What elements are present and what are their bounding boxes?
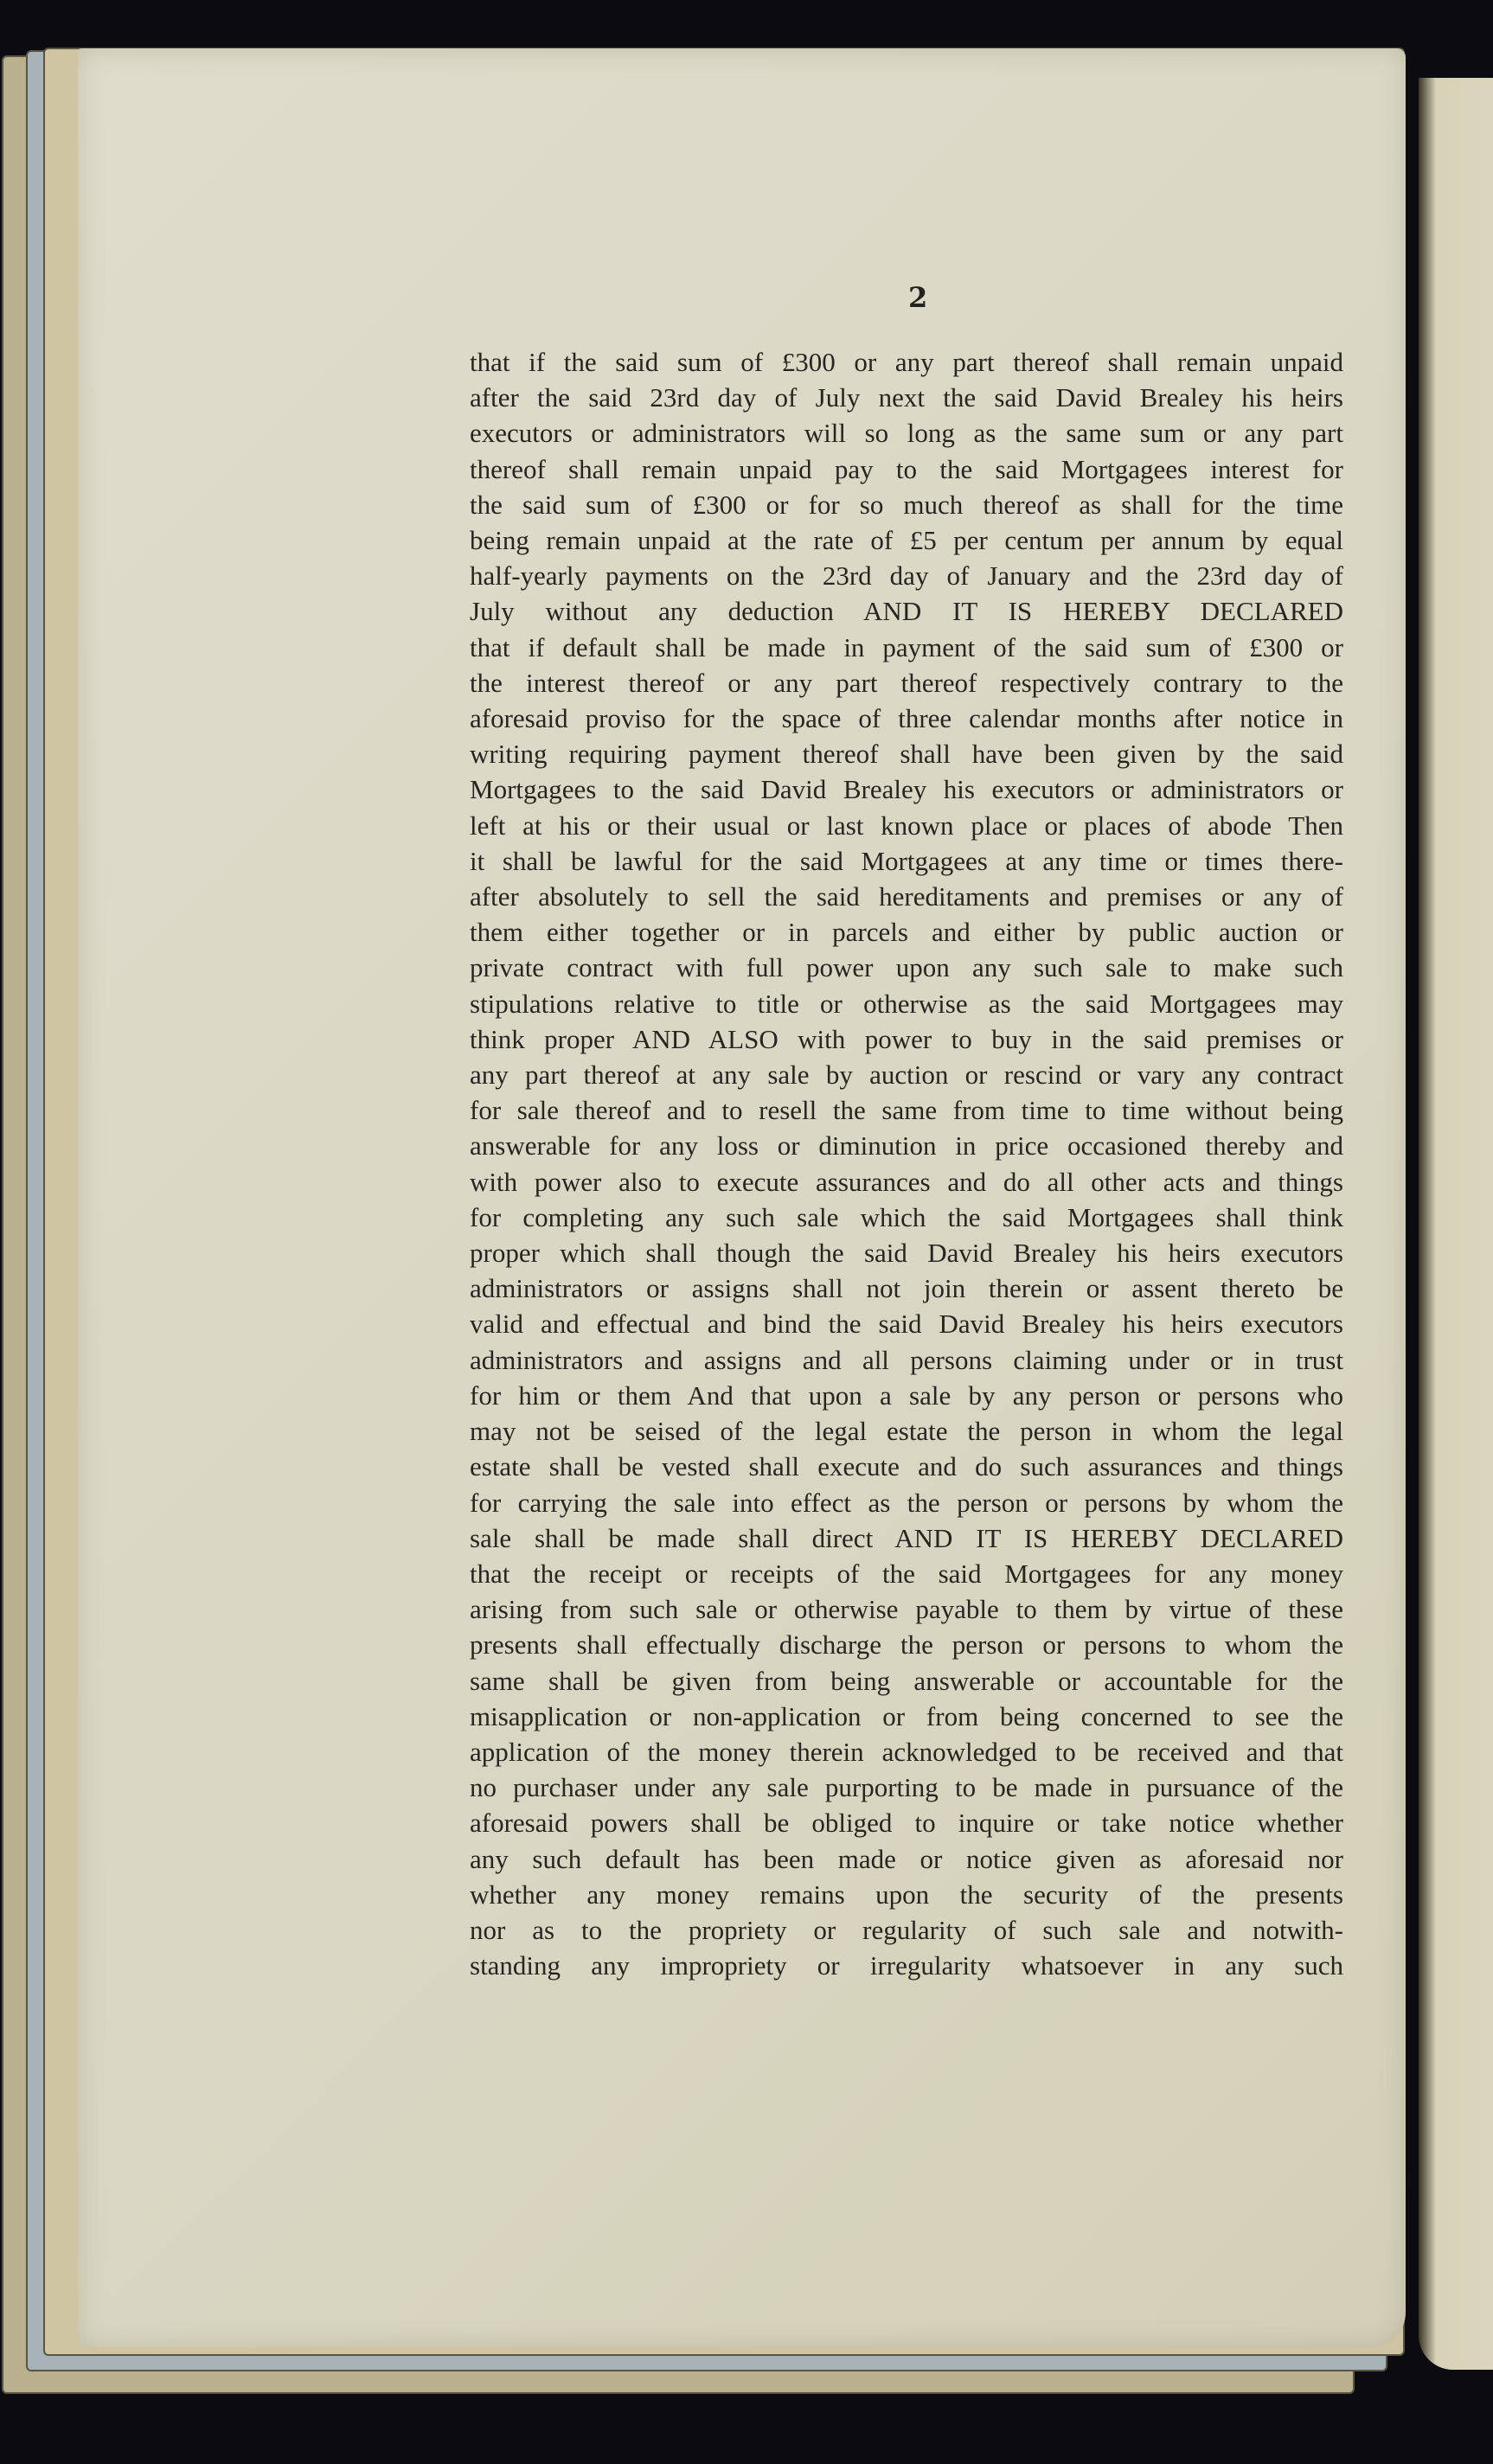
page-number: 2 bbox=[908, 281, 928, 314]
text-line: arising from such sale or otherwise payable to them by virtue of these bbox=[470, 1594, 1343, 1625]
text-line: writing requiring payment thereof shall have been given by the said bbox=[470, 739, 1343, 770]
text-line: same shall be given from being answerable or accountable for the bbox=[470, 1665, 1343, 1696]
text-line: executors or administrators will so long as the same sum or any part bbox=[470, 418, 1343, 449]
text-line: estate shall be vested shall execute and do such assurances and things bbox=[470, 1451, 1343, 1482]
text-line: after the said 23rd day of July next the said David Brealey his heirs bbox=[470, 382, 1343, 413]
body-text bbox=[470, 344, 1343, 1983]
text-line: for carrying the sale into effect as the person or persons by whom the bbox=[470, 1487, 1343, 1518]
text-line: no purchaser under any sale purporting to be made in pursuance of the bbox=[470, 1772, 1343, 1803]
text-line: thereof shall remain unpaid pay to the said Mortgagees interest for bbox=[470, 453, 1343, 484]
text-line: for completing any such sale which the said Mortgagees shall think bbox=[470, 1201, 1343, 1232]
text-line: whether any money remains upon the security of the presents bbox=[470, 1878, 1343, 1910]
text-line: think proper AND ALSO with power to buy in the said premises or bbox=[470, 1023, 1343, 1054]
text-line: that if the said sum of £300 or any part thereof shall remain unpaid bbox=[470, 347, 1343, 377]
text-line: may not be seised of the legal estate the person in whom the legal bbox=[470, 1416, 1343, 1447]
text-line: administrators and assigns and all persons claiming under or in trust bbox=[470, 1344, 1343, 1375]
text-line: administrators or assigns shall not join therein or assent thereto be bbox=[470, 1273, 1343, 1304]
text-line: application of the money therein acknowledged to be received and that bbox=[470, 1736, 1343, 1767]
text-line: any such default has been made or notice given as aforesaid nor bbox=[470, 1843, 1343, 1874]
text-line: standing any impropriety or irregularity whatsoever in any such bbox=[470, 1950, 1343, 1981]
text-line: being remain unpaid at the rate of £5 per centum per annum by equal bbox=[470, 525, 1343, 556]
text-line: left at his or their usual or last known place or places of abode Then bbox=[470, 810, 1343, 841]
text-line: after absolutely to sell the said hereditaments and premises or any of bbox=[470, 881, 1343, 912]
text-line: Mortgagees to the said David Brealey his executors or administrators or bbox=[470, 774, 1343, 805]
text-line: aforesaid powers shall be obliged to inquire or take notice whether bbox=[470, 1808, 1343, 1839]
text-line: valid and effectual and bind the said David Brealey his heirs executors bbox=[470, 1309, 1343, 1340]
text-line: misapplication or non-application or from being concerned to see the bbox=[470, 1700, 1343, 1731]
text-line: answerable for any loss or diminution in price occasioned thereby and bbox=[470, 1130, 1343, 1162]
text-line: private contract with full power upon any such sale to make such bbox=[470, 952, 1343, 983]
text-line: that if default shall be made in payment of the said sum of £300 or bbox=[470, 631, 1343, 662]
text-line: sale shall be made shall direct AND IT IS HEREBY DECLARED bbox=[470, 1522, 1343, 1553]
text-line: half-yearly payments on the 23rd day of January and the 23rd day of bbox=[470, 560, 1343, 592]
text-line: stipulations relative to title or otherwise as the said Mortgagees may bbox=[470, 988, 1343, 1019]
text-line: for him or them And that upon a sale by any person or persons who bbox=[470, 1379, 1343, 1411]
text-line: them either together or in parcels and either by public auction or bbox=[470, 917, 1343, 948]
text-line: nor as to the propriety or regularity of such sale and notwith- bbox=[470, 1914, 1343, 1945]
text-line: presents shall effectually discharge the person or persons to whom the bbox=[470, 1629, 1343, 1661]
text-line: the interest thereof or any part thereof respectively contrary to the bbox=[470, 667, 1343, 698]
text-line: aforesaid proviso for the space of three calendar months after notice in bbox=[470, 703, 1343, 734]
facing-page-edge bbox=[1419, 78, 1493, 2370]
text-line: it shall be lawful for the said Mortgagees at any time or times there- bbox=[470, 845, 1343, 876]
text-line: for sale thereof and to resell the same from time to time without being bbox=[470, 1095, 1343, 1126]
text-line: July without any deduction AND IT IS HEREBY DECLARED bbox=[470, 596, 1343, 627]
text-line: the said sum of £300 or for so much thereof as shall for the time bbox=[470, 489, 1343, 520]
text-line: proper which shall though the said David Brealey his heirs executors bbox=[470, 1238, 1343, 1269]
text-line: that the receipt or receipts of the said Mortgagees for any money bbox=[470, 1558, 1343, 1589]
text-line: any part thereof at any sale by auction or rescind or vary any contract bbox=[470, 1059, 1343, 1091]
text-line: with power also to execute assurances and do all other acts and things bbox=[470, 1166, 1343, 1197]
